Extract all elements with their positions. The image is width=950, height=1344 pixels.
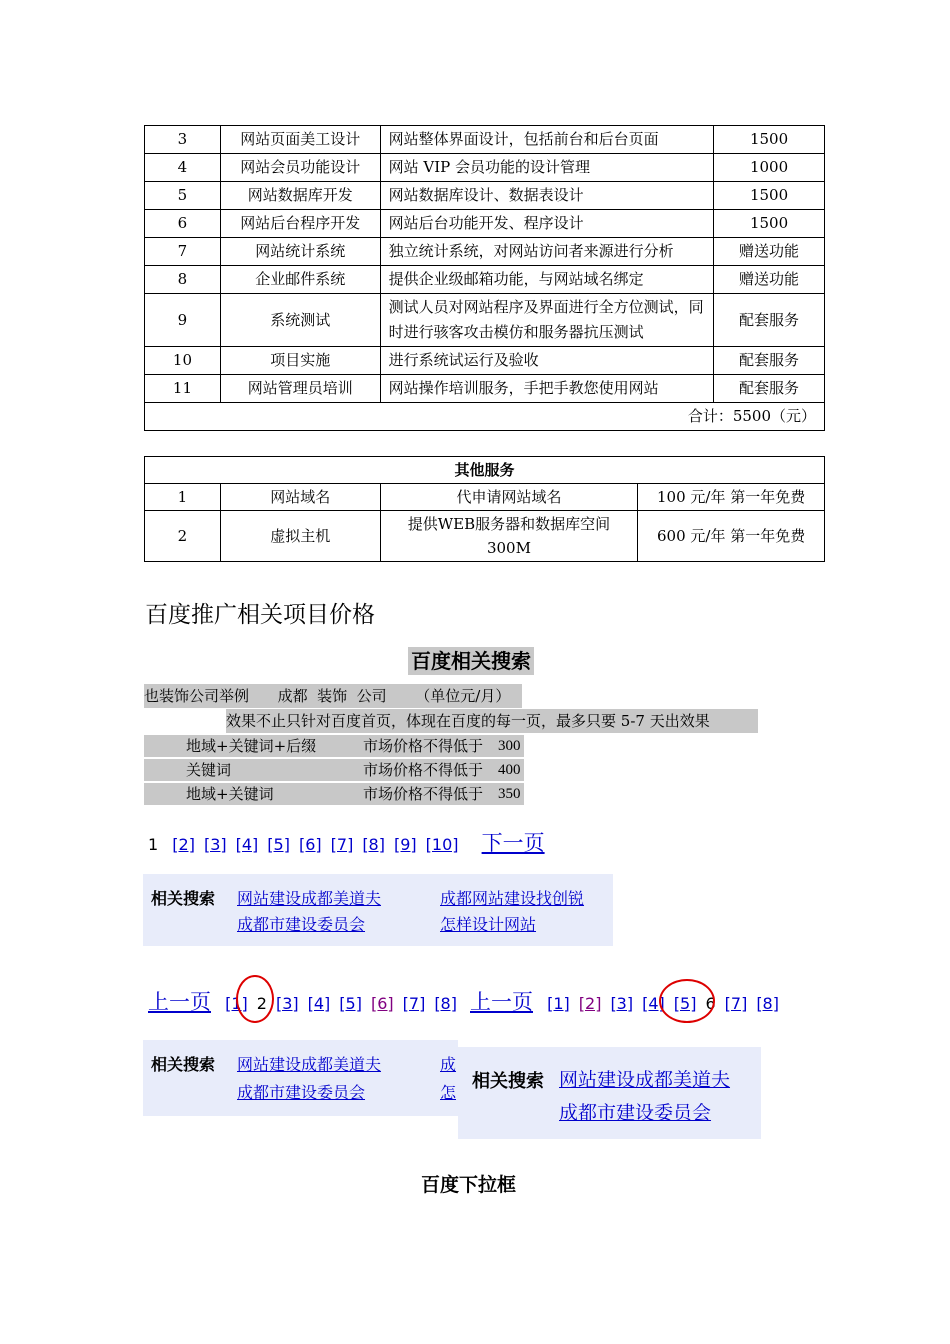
row-description: 网站后台功能开发、程序设计 [380, 210, 713, 238]
prev-page-link[interactable]: 上一页 [148, 990, 211, 1014]
row-item: 系统测试 [220, 294, 380, 347]
row-number: 10 [145, 347, 221, 375]
pricing-text: 市场价格不得低于 [363, 737, 484, 755]
row-price: 600 元/年 第一年免费 [638, 511, 825, 562]
related-search-box-1 [143, 874, 613, 946]
row-description: 代申请网站域名 [380, 484, 638, 511]
page-link[interactable]: [2] [172, 835, 195, 854]
page-link[interactable]: [4] [307, 994, 331, 1013]
row-number: 8 [145, 266, 221, 294]
page-link[interactable]: [6] [370, 994, 394, 1013]
example-line: 也装饰公司举例 成都 装饰 公司 （单位元/月） [144, 684, 522, 708]
page-link[interactable]: [5] [267, 835, 290, 854]
row-description: 提供企业级邮箱功能，与网站域名绑定 [380, 266, 713, 294]
row-item: 网站会员功能设计 [220, 154, 380, 182]
pager-1 [148, 827, 554, 857]
other-services-table [144, 456, 825, 562]
price-row [145, 375, 825, 403]
row-item: 网站管理员培训 [220, 375, 380, 403]
pager-3 [470, 986, 797, 1016]
page-link[interactable]: [8] [362, 835, 385, 854]
pricing-label: 关键词 [186, 761, 232, 779]
row-item: 网站统计系统 [220, 238, 380, 266]
row-description: 网站 VIP 会员功能的设计管理 [380, 154, 713, 182]
row-number: 2 [145, 511, 221, 562]
page-link[interactable]: [5] [673, 994, 697, 1013]
pricing-label: 地域+关键词 [186, 785, 274, 803]
row-number: 6 [145, 210, 221, 238]
page-link[interactable]: [7] [402, 994, 426, 1013]
page-link[interactable]: [10] [425, 835, 459, 854]
price-table [144, 125, 825, 431]
row-number: 3 [145, 126, 221, 154]
dropdown-title: 百度下拉框 [421, 1174, 517, 1196]
row-number: 4 [145, 154, 221, 182]
row-description: 测试人员对网站程序及界面进行全方位测试，同时进行骇客攻击模仿和服务器抗压测试 [380, 294, 713, 347]
page-link[interactable]: [8] [434, 994, 457, 1013]
total-row [145, 403, 825, 431]
row-price: 配套服务 [714, 294, 825, 347]
pager-current: 1 [148, 835, 159, 854]
related-link[interactable]: 网站建设成都美道夫 [237, 1055, 382, 1074]
row-item: 虚拟主机 [220, 511, 380, 562]
row-description: 网站操作培训服务，手把手教您使用网站 [380, 375, 713, 403]
row-number: 11 [145, 375, 221, 403]
row-price: 100 元/年 第一年免费 [638, 484, 825, 511]
pager-current: 6 [705, 994, 716, 1013]
service-row [145, 484, 825, 511]
row-item: 网站页面美工设计 [220, 126, 380, 154]
page-link[interactable]: [3] [610, 994, 634, 1013]
row-item: 网站数据库开发 [220, 182, 380, 210]
page-link[interactable]: [8] [756, 994, 779, 1013]
price-row [145, 347, 825, 375]
pricing-label: 地域+关键词+后缀 [186, 737, 317, 755]
page-link[interactable]: [3] [203, 835, 227, 854]
page-link[interactable]: [4] [235, 835, 259, 854]
page-link[interactable]: [3] [275, 994, 299, 1013]
row-price: 1000 [714, 154, 825, 182]
related-link[interactable]: 成都网站建设找创锐 [440, 889, 585, 908]
section-title: 百度推广相关项目价格 [145, 602, 375, 628]
related-search-label: 相关搜索 [151, 889, 216, 908]
row-item: 企业邮件系统 [220, 266, 380, 294]
related-link[interactable]: 成都市建设委员会 [237, 915, 366, 934]
row-description: 网站数据库设计、数据表设计 [380, 182, 713, 210]
related-link[interactable]: 成 [440, 1055, 457, 1074]
price-row [145, 154, 825, 182]
service-row [145, 511, 825, 562]
pricing-line [144, 734, 524, 758]
page-link[interactable]: [9] [393, 835, 417, 854]
related-search-box-2 [143, 1040, 458, 1116]
price-row [145, 182, 825, 210]
row-number: 7 [145, 238, 221, 266]
page-link[interactable]: [4] [642, 994, 665, 1013]
row-description: 提供WEB服务器和数据库空间 300M [380, 511, 638, 562]
pager-current: 2 [256, 994, 267, 1013]
related-search-label: 相关搜索 [151, 1055, 216, 1074]
related-search-box-3 [458, 1047, 761, 1139]
page-link[interactable]: [7] [330, 835, 354, 854]
page-link[interactable]: [1] [547, 994, 570, 1013]
baidu-related-title: 百度相关搜索 [408, 647, 534, 675]
price-row [145, 238, 825, 266]
related-search-label: 相关搜索 [472, 1071, 544, 1092]
related-link[interactable]: 怎样设计网站 [440, 915, 537, 934]
prev-page-link[interactable]: 上一页 [470, 990, 533, 1014]
row-description: 进行系统试运行及验收 [380, 347, 713, 375]
pager-2 [148, 986, 458, 1016]
pricing-list [144, 734, 524, 806]
row-number: 9 [145, 294, 221, 347]
total-cell: 合计：5500（元） [145, 403, 825, 431]
row-price: 赠送功能 [714, 266, 825, 294]
pricing-text: 市场价格不得低于 [363, 785, 484, 803]
row-price: 1500 [714, 210, 825, 238]
row-description: 独立统计系统，对网站访问者来源进行分析 [380, 238, 713, 266]
related-link[interactable]: 网站建设成都美道夫 [237, 889, 382, 908]
page-link[interactable]: [7] [724, 994, 748, 1013]
other-services-title: 其他服务 [145, 457, 825, 484]
effect-line: 效果不止只针对百度首页，体现在百度的每一页，最多只要 5-7 天出效果 [226, 709, 758, 733]
row-description: 网站整体界面设计，包括前台和后台页面 [380, 126, 713, 154]
row-item: 网站后台程序开发 [220, 210, 380, 238]
highlight-circle [659, 979, 715, 1023]
price-row [145, 210, 825, 238]
pricing-text: 市场价格不得低于 [363, 761, 484, 779]
pricing-price: 300 [498, 738, 521, 754]
price-row [145, 126, 825, 154]
price-row [145, 294, 825, 347]
related-link[interactable]: 成都市建设委员会 [559, 1102, 712, 1124]
page-link[interactable]: [6] [298, 835, 322, 854]
page-link[interactable]: [1] [225, 994, 248, 1013]
price-row [145, 266, 825, 294]
next-page-link[interactable]: 下一页 [481, 831, 545, 855]
row-price: 配套服务 [714, 375, 825, 403]
row-price: 赠送功能 [714, 238, 825, 266]
pricing-price: 350 [498, 786, 521, 802]
pricing-price: 400 [498, 762, 521, 778]
related-link[interactable]: 怎 [440, 1083, 457, 1102]
row-price: 1500 [714, 126, 825, 154]
row-price: 配套服务 [714, 347, 825, 375]
row-item: 网站域名 [220, 484, 380, 511]
row-number: 5 [145, 182, 221, 210]
pricing-line [144, 758, 524, 782]
highlight-circle [236, 975, 274, 1023]
page-link[interactable]: [2] [578, 994, 602, 1013]
pricing-line [144, 782, 524, 806]
row-number: 1 [145, 484, 221, 511]
row-price: 1500 [714, 182, 825, 210]
related-link[interactable]: 网站建设成都美道夫 [559, 1069, 731, 1091]
row-item: 项目实施 [220, 347, 380, 375]
page-link[interactable]: [5] [339, 994, 362, 1013]
related-link[interactable]: 成都市建设委员会 [237, 1083, 366, 1102]
